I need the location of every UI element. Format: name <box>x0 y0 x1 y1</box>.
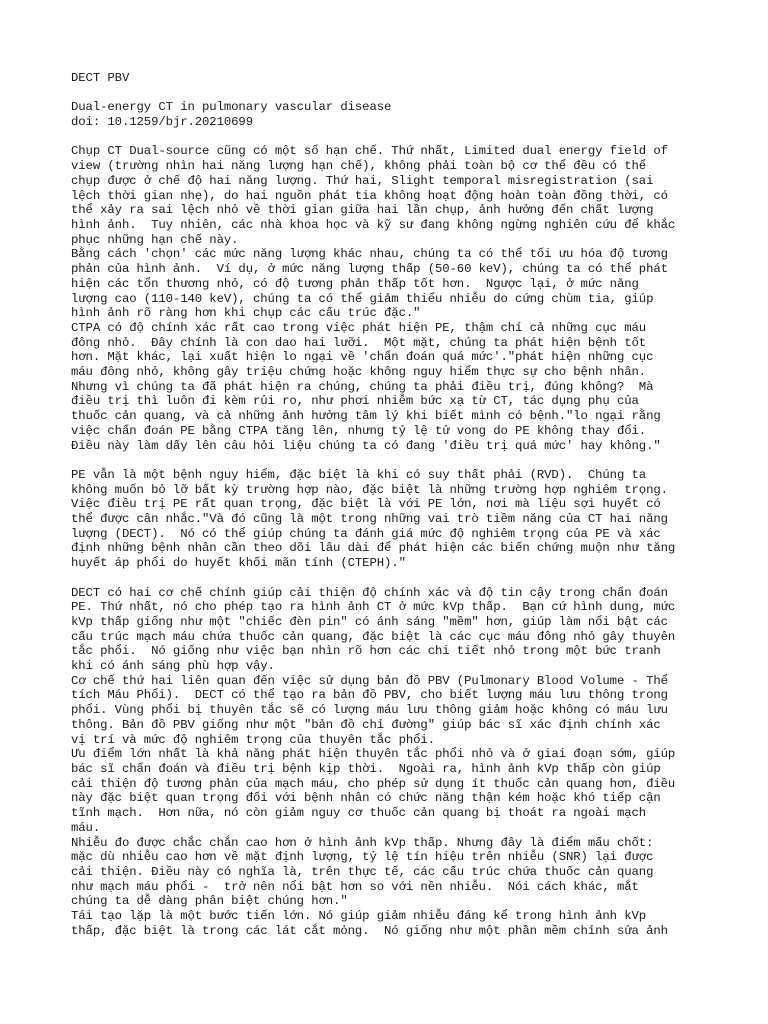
text-line: phản của hình ảnh. Ví dụ, ở mức năng lượng thấp (50-60 keV), chúng ta có thể phát <box>71 262 668 277</box>
text-line: Nhiễu đo được chắc chắn cao hơn ở hình ảnh kVp thấp. Nhưng đây là điểm mấu chốt: <box>71 835 654 850</box>
text-line: cải thiện. Điều này có nghĩa là, trên thực tế, các cấu trúc chứa thuốc cản quang <box>71 864 654 879</box>
document-title: DECT PBV <box>71 71 130 85</box>
text-line: thông. Bản đồ PBV giống như một "bản đồ chỉ đường" giúp bác sĩ xác định chính xác <box>71 717 661 732</box>
text-line: phổi. Vùng phổi bị thuyên tắc sẽ có lượng máu lưu thông giảm hoặc không có máu lưu <box>71 703 668 718</box>
text-line: thể được cân nhắc."Và đó cũng là một trong những vai trò tiềm năng của CT hai năng <box>71 512 668 527</box>
paragraph <box>71 144 711 453</box>
text-line: hơn. Mặt khác, lại xuất hiện lo ngại về 'chẩn đoán quá mức'."phát hiện những cục <box>71 350 654 365</box>
paragraph <box>71 468 711 571</box>
text-line: máu. <box>71 820 101 835</box>
paragraph <box>71 586 711 939</box>
blank-line <box>71 86 711 101</box>
text-line: khi có ánh sáng phù hợp vậy. <box>71 659 275 674</box>
text-line: bác sĩ chẩn đoán và điều trị bệnh kịp thời. Ngoài ra, hình ảnh kVp thấp còn giúp <box>71 761 661 776</box>
document-body <box>71 144 711 938</box>
text-line: DECT có hai cơ chế chính giúp cải thiện độ chính xác và độ tin cậy trong chẩn đoán <box>71 585 668 600</box>
text-line: Chụp CT Dual-source cũng có một số hạn chế. Thứ nhất, Limited dual energy field of <box>71 144 668 159</box>
text-line: huyết áp phổi do huyết khối mãn tính (CTEPH)." <box>71 556 406 571</box>
document-page <box>71 71 711 938</box>
text-line: vị trí và mức độ nghiêm trọng của thuyên tắc phổi. <box>71 732 435 747</box>
text-line: view (trường nhìn hai năng lượng hạn chế), không phải toàn bộ cơ thể đều có thể <box>71 159 647 174</box>
text-line: mặc dù nhiễu cao hơn về mặt định lượng, tỷ lệ tín hiệu trên nhiễu (SNR) lại được <box>71 850 654 865</box>
text-line: hình ảnh. Tuy nhiên, các nhà khoa học và kỹ sư đang không ngừng nghiên cứu để khắc <box>71 218 676 232</box>
text-line: tắc phổi. Nó giống như việc bạn nhìn rõ hơn các chi tiết nhỏ trong một bức tranh <box>71 644 661 659</box>
text-line: định những bệnh nhân cần theo dõi lâu dài để phát hiện các biến chứng muộn như tăng <box>71 541 676 556</box>
text-line: thấp, đặc biệt là trong các lát cắt mỏng. Nó giống như một phần mềm chỉnh sửa ảnh <box>71 923 668 938</box>
text-line: thể xảy ra sai lệch nhỏ về thời gian giữa hai lần chụp, ảnh hưởng đến chất lượng <box>71 203 654 218</box>
text-line: chúng ta dễ dàng phân biệt chúng hơn." <box>71 894 348 909</box>
text-line: PE. Thứ nhất, nó cho phép tạo ra hình ảnh CT ở mức kVp thấp. Bạn cứ hình dung, mức <box>71 600 676 615</box>
text-line: Ưu điểm lớn nhất là khả năng phát hiện thuyên tắc phổi nhỏ và ở giai đoạn sớm, giúp <box>71 747 676 762</box>
text-line: hình ảnh rõ ràng hơn khi chụp các cấu trúc đặc." <box>71 306 421 321</box>
text-line: điều trị thì luôn đi kèm rủi ro, như phơi nhiễm bức xạ từ CT, tác dụng phụ của <box>71 394 639 409</box>
text-line: như mạch máu phổi - trở nên nổi bật hơn so với nền nhiễu. Nói cách khác, mắt <box>71 879 639 894</box>
text-line: chụp được ở chế độ hai năng lượng. Thứ hai, Slight temporal misregistration (sai <box>71 173 654 188</box>
text-line: đông nhỏ. Đây chính là con dao hai lưỡi. Một mặt, chúng ta phát hiện bệnh tốt <box>71 335 647 350</box>
text-line: Tái tạo lặp là một bước tiến lớn. Nó giúp giảm nhiễu đáng kể trong hình ảnh kVp <box>71 909 647 924</box>
reference-title: Dual-energy CT in pulmonary vascular disease <box>71 100 392 115</box>
text-line: Nhưng vì chúng ta đã phát hiện ra chúng, chúng ta phải điều trị, đúng không? Mà <box>71 379 654 394</box>
text-line: lệch thời gian nhẹ), do hai nguồn phát tia không hoạt động hoàn toàn đồng thời, có <box>71 188 668 203</box>
text-line: tích Máu Phổi). DECT có thể tạo ra bản đồ PBV, cho biết lượng máu lưu thông trong <box>71 688 668 703</box>
text-line: hiện các tổn thương nhỏ, có độ tương phản thấp tốt hơn. Ngược lại, ở mức năng <box>71 276 639 291</box>
text-line: lượng (DECT). Nó có thể giúp chúng ta đánh giá mức độ nghiêm trọng của PE và xác <box>71 526 661 541</box>
text-line: việc chẩn đoán PE bằng CTPA tăng lên, nhưng tỷ lệ tử vong do PE không thay đổi. <box>71 423 647 438</box>
text-line: cấu trúc mạch máu chứa thuốc cản quang, đặc biệt là các cục máu đông nhỏ gây thuyên <box>71 629 676 644</box>
text-line: lượng cao (110-140 keV), chúng ta có thể giảm thiểu nhiễu do cứng chùm tia, giúp <box>71 291 654 306</box>
text-line: PE vẫn là một bệnh nguy hiểm, đặc biệt là khi có suy thất phải (RVD). Chúng ta <box>71 467 647 482</box>
blank-line <box>71 453 711 468</box>
text-line: Bằng cách 'chọn' các mức năng lượng khác nhau, chúng ta có thể tối ưu hóa độ tương <box>71 247 668 262</box>
text-line: này đặc biệt quan trọng đối với bệnh nhân có chức năng thận kém hoặc khó tiếp cận <box>71 791 661 806</box>
text-line: Điều này làm dấy lên câu hỏi liệu chúng ta có đang 'điều trị quá mức' hay không." <box>71 438 661 453</box>
text-line: máu đông nhỏ, không gây triệu chứng hoặc không nguy hiểm thực sự cho bệnh nhân. <box>71 365 647 380</box>
blank-line <box>71 130 711 145</box>
text-line: phục những hạn chế này. <box>71 232 239 247</box>
text-line: Việc điều trị PE rất quan trọng, đặc biệt là với PE lớn, nơi mà liệu sợi huyết có <box>71 497 661 512</box>
blank-line <box>71 571 711 586</box>
text-line: CTPA có độ chính xác rất cao trong việc phát hiện PE, thậm chí cả những cục máu <box>71 320 647 335</box>
text-line: thuốc cản quang, và cả những ảnh hưởng tâm lý khi biết mình có bệnh."lo ngại rằng <box>71 409 661 424</box>
text-line: kVp thấp giống như một "chiếc đèn pin" có ánh sáng "mềm" hơn, giúp làm nổi bật các <box>71 614 668 629</box>
reference-doi: doi: 10.1259/bjr.20210699 <box>71 115 253 130</box>
text-line: tĩnh mạch. Hơn nữa, nó còn giảm nguy cơ thuốc cản quang bị thoát ra ngoài mạch <box>71 806 647 821</box>
text-line: Cơ chế thứ hai liên quan đến việc sử dụng bản đồ PBV (Pulmonary Blood Volume - Thể <box>71 673 668 688</box>
text-line: cải thiện độ tương phản của mạch máu, cho phép sử dụng ít thuốc cản quang hơn, điều <box>71 776 676 791</box>
text-line: không muốn bỏ lỡ bất kỳ trường hợp nào, đặc biệt là những trường hợp nghiêm trọng. <box>71 482 668 497</box>
